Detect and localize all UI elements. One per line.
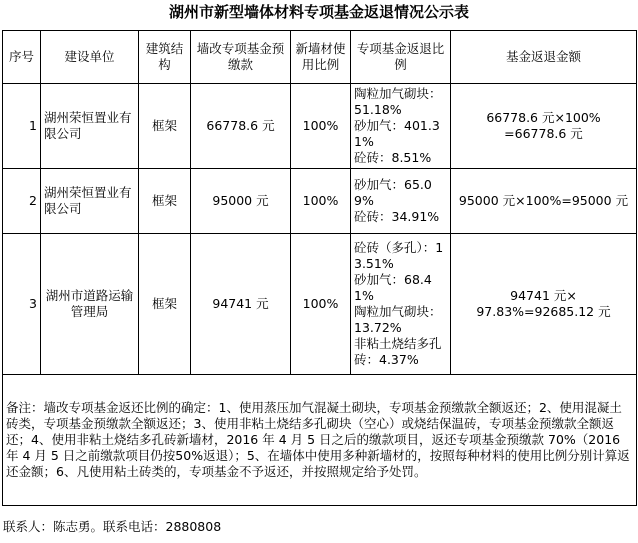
cell-refund-ratio bbox=[351, 234, 451, 375]
cell-structure: 框架 bbox=[139, 169, 191, 234]
ratio-line: 非粘土烧结多孔砖：4.37% bbox=[354, 336, 442, 367]
ratio-line: 砼砖：34.91% bbox=[354, 209, 440, 224]
ratio-line: 砼砖（多孔）：13.51% bbox=[354, 240, 444, 271]
cell-prepaid: 94741 元 bbox=[191, 234, 291, 375]
cell-refund-amount bbox=[451, 234, 637, 375]
header-prepaid: 墙改专项基金预缴款 bbox=[191, 31, 291, 84]
header-unit: 建设单位 bbox=[41, 31, 139, 84]
ratio-line: 砼砖：8.51% bbox=[354, 150, 432, 165]
header-refund-ratio: 专项基金返退比例 bbox=[351, 31, 451, 84]
amount-line: 97.83%=92685.12 元 bbox=[476, 304, 611, 319]
notes-row bbox=[3, 375, 637, 506]
amount-line: 94741 元× bbox=[510, 288, 577, 303]
cell-ratio: 100% bbox=[291, 169, 351, 234]
cell-prepaid: 66778.6 元 bbox=[191, 84, 291, 169]
cell-prepaid: 95000 元 bbox=[191, 169, 291, 234]
contact-line: 联系人：陈志勇。联系电话：2880808 bbox=[3, 519, 222, 534]
amount-line: 95000 元×100%=95000 元 bbox=[458, 193, 629, 208]
ratio-line: 砂加气：65.09% bbox=[354, 177, 432, 208]
cell-refund-ratio bbox=[351, 84, 451, 169]
table-row bbox=[3, 84, 637, 169]
document-title: 湖州市新型墙体材料专项基金返退情况公示表 bbox=[168, 3, 469, 21]
amount-line: 66778.6 元×100% bbox=[486, 110, 601, 125]
refund-table bbox=[2, 30, 637, 506]
cell-structure: 框架 bbox=[139, 84, 191, 169]
header-ratio: 新墙材使用比例 bbox=[291, 31, 351, 84]
table-row bbox=[3, 234, 637, 375]
ratio-line: 砂加气：68.41% bbox=[354, 272, 432, 303]
cell-unit: 湖州荣恒置业有限公司 bbox=[41, 84, 139, 169]
cell-unit: 湖州荣恒置业有限公司 bbox=[41, 169, 139, 234]
amount-line: =66778.6 元 bbox=[504, 126, 583, 141]
ratio-line: 砂加气：401.31% bbox=[354, 118, 440, 149]
table-row bbox=[3, 169, 637, 234]
cell-refund-ratio bbox=[351, 169, 451, 234]
header-no: 序号 bbox=[3, 31, 41, 84]
cell-no: 1 bbox=[3, 84, 41, 169]
cell-refund-amount bbox=[451, 84, 637, 169]
cell-ratio: 100% bbox=[291, 234, 351, 375]
cell-refund-amount bbox=[451, 169, 637, 234]
cell-ratio: 100% bbox=[291, 84, 351, 169]
ratio-line: 陶粒加气砌块：13.72% bbox=[354, 304, 442, 335]
notes-text: 备注：墙改专项基金返还比例的确定：1、使用蒸压加气混凝土砌块，专项基金预缴款全额返还；2、使用混凝土砖类，专项基金预缴款全额返还；3、使用非粘土烧结多孔砌块（空心）或烧结保温砖，专项基金预缴款全额返还；4、使用非粘土烧结多孔砖新墙材，2016 年 4 月 5 日之后的缴款项目，返还专项基金预缴款 70%（2016 年 4 月 5 日之前缴款项目仍按50%返退）；5、在墙体中使用多种新墙材的，按照每种材料的使用比例分别计算返还金额；6、凡使用粘土砖类的，专项基金不予返还，并按照规定给予处罚。 bbox=[3, 375, 637, 506]
ratio-line: 陶粒加气砌块：51.18% bbox=[354, 86, 442, 117]
cell-unit: 湖州市道路运输管理局 bbox=[41, 234, 139, 375]
cell-structure: 框架 bbox=[139, 234, 191, 375]
table-header-row bbox=[3, 31, 637, 84]
cell-no: 3 bbox=[3, 234, 41, 375]
header-refund-amount: 基金返退金额 bbox=[451, 31, 637, 84]
header-structure: 建筑结构 bbox=[139, 31, 191, 84]
cell-no: 2 bbox=[3, 169, 41, 234]
